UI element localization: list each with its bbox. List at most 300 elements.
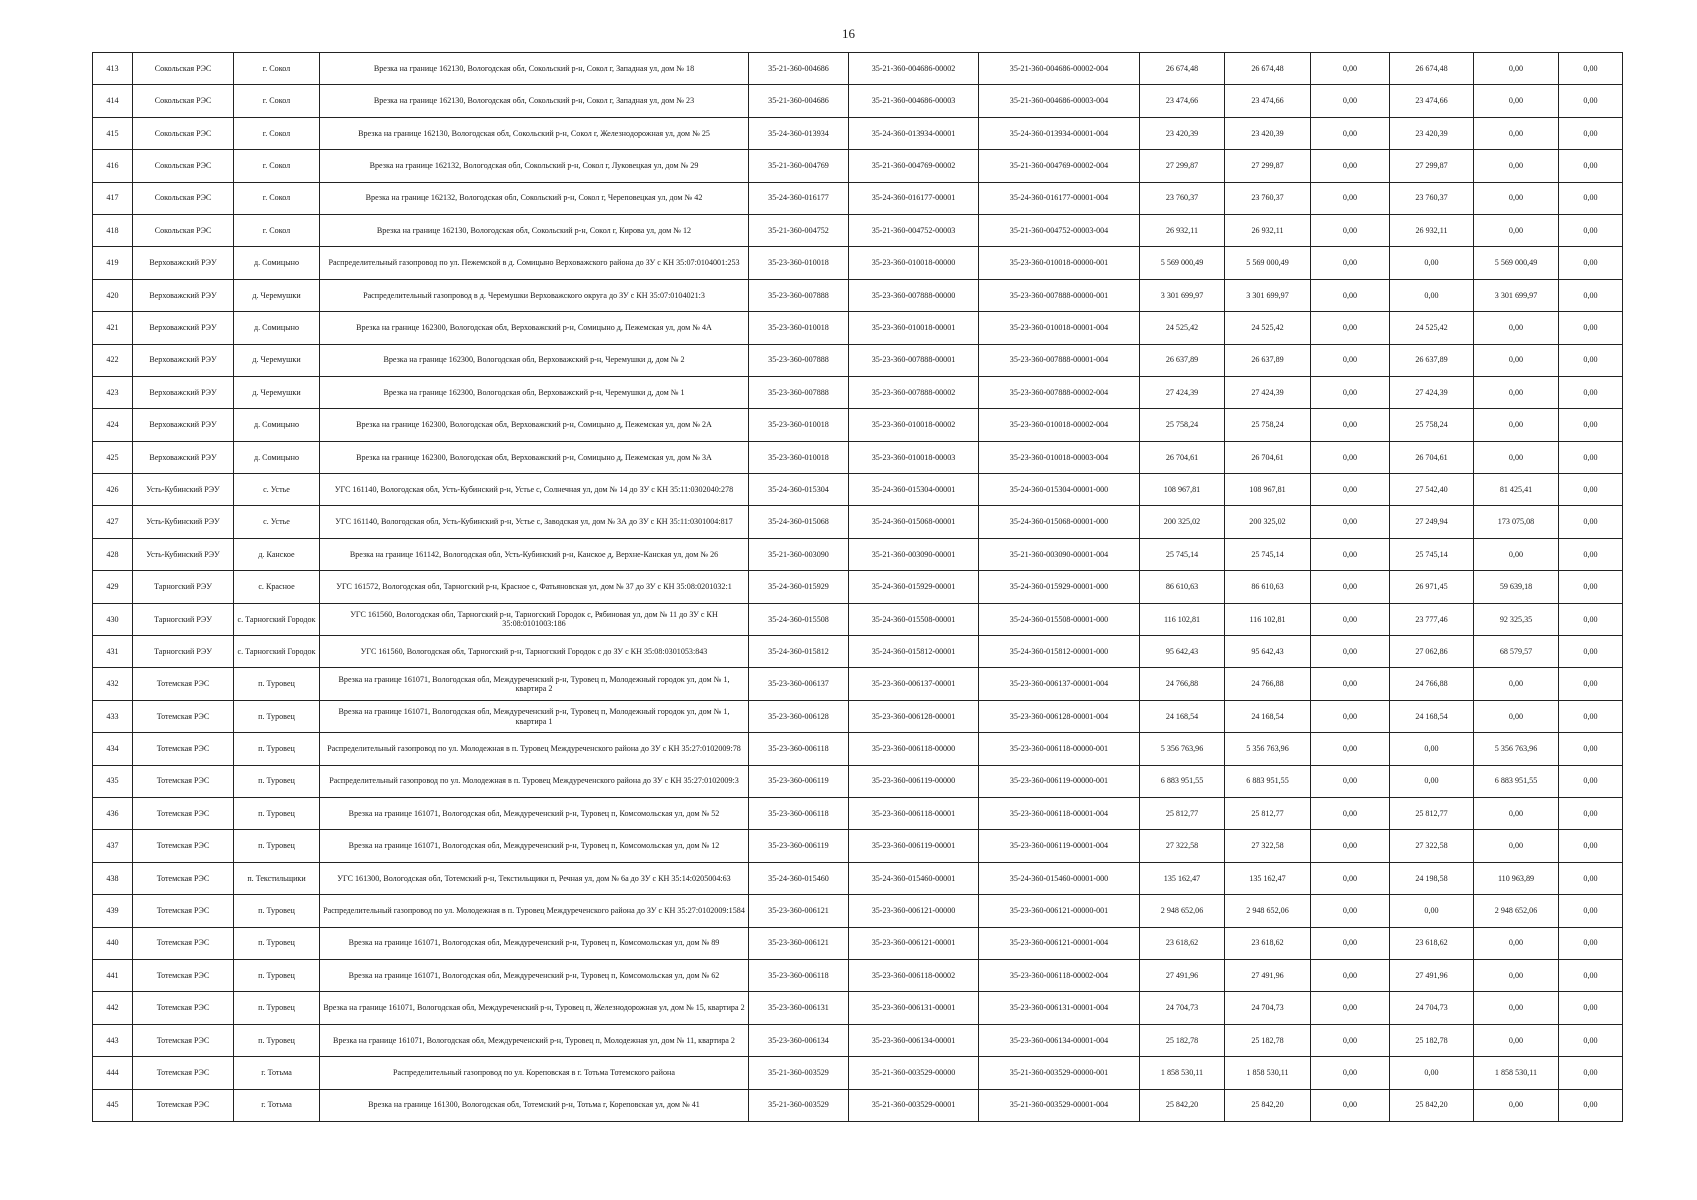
zero-cell: 0,00 xyxy=(1311,538,1390,570)
object-description-cell: УГС 161560, Вологодская обл, Тарногский р-н, Тарногский Городок с до ЗУ с КН 35:08:0301053:843 xyxy=(320,636,749,668)
other-amount-cell: 0,00 xyxy=(1559,53,1623,85)
zero-cell: 0,00 xyxy=(1311,150,1390,182)
amount-cell: 25 182,78 xyxy=(1225,1024,1311,1056)
connection-amount-cell: 25 745,14 xyxy=(1390,538,1474,570)
district-cell: Верховажский РЭУ xyxy=(133,247,234,279)
object-id-cell: 35-23-360-006121-00001 xyxy=(849,927,979,959)
object-description-cell: Врезка на границе 162132, Вологодская обл, Сокольский р-н, Сокол г, Луковецкая ул, дом № 29 xyxy=(320,150,749,182)
object-id-cell: 35-23-360-006121-00000 xyxy=(849,895,979,927)
table-row xyxy=(93,1024,1623,1056)
object-id-cell: 35-23-360-007888-00001 xyxy=(849,344,979,376)
object-id-cell: 35-21-360-004686-00002 xyxy=(849,53,979,85)
amount-cell: 26 674,48 xyxy=(1225,53,1311,85)
zero-cell: 0,00 xyxy=(1311,312,1390,344)
connection-amount-cell: 27 424,39 xyxy=(1390,376,1474,408)
settlement-cell: д. Сомицыно xyxy=(234,441,320,473)
full-id-cell: 35-21-360-004686-00002-004 xyxy=(979,53,1140,85)
connection-amount-cell: 25 842,20 xyxy=(1390,1089,1474,1121)
row-number: 430 xyxy=(93,603,133,635)
amount-cell: 23 760,37 xyxy=(1225,182,1311,214)
amount-total-cell: 116 102,81 xyxy=(1140,603,1225,635)
object-description-cell: Врезка на границе 162130, Вологодская обл, Сокольский р-н, Сокол г, Кирова ул, дом № 12 xyxy=(320,214,749,246)
network-amount-cell: 0,00 xyxy=(1474,376,1559,408)
amount-total-cell: 135 162,47 xyxy=(1140,862,1225,894)
row-number: 437 xyxy=(93,830,133,862)
code-cell: 35-21-360-004686 xyxy=(749,53,849,85)
network-amount-cell: 0,00 xyxy=(1474,830,1559,862)
other-amount-cell: 0,00 xyxy=(1559,959,1623,991)
row-number: 414 xyxy=(93,85,133,117)
connection-amount-cell: 0,00 xyxy=(1390,895,1474,927)
table-row xyxy=(93,279,1623,311)
settlement-cell: г. Сокол xyxy=(234,182,320,214)
table-row xyxy=(93,85,1623,117)
other-amount-cell: 0,00 xyxy=(1559,182,1623,214)
other-amount-cell: 0,00 xyxy=(1559,474,1623,506)
district-cell: Сокольская РЭС xyxy=(133,85,234,117)
object-description-cell: Врезка на границе 161300, Вологодская обл, Тотемский р-н, Тотьма г, Кореповская ул, дом № 41 xyxy=(320,1089,749,1121)
zero-cell: 0,00 xyxy=(1311,53,1390,85)
object-description-cell: Врезка на границе 162300, Вологодская обл, Верховажский р-н, Сомицыно д, Пежемская ул, дом № 4А xyxy=(320,312,749,344)
row-number: 419 xyxy=(93,247,133,279)
object-description-cell: Врезка на границе 162130, Вологодская обл, Сокольский р-н, Сокол г, Западная ул, дом № 23 xyxy=(320,85,749,117)
other-amount-cell: 0,00 xyxy=(1559,797,1623,829)
row-number: 443 xyxy=(93,1024,133,1056)
object-id-cell: 35-21-360-003090-00001 xyxy=(849,538,979,570)
amount-cell: 27 491,96 xyxy=(1225,959,1311,991)
district-cell: Тотемская РЭС xyxy=(133,668,234,700)
data-table xyxy=(92,52,1623,1122)
code-cell: 35-24-360-015508 xyxy=(749,603,849,635)
connection-amount-cell: 26 971,45 xyxy=(1390,571,1474,603)
settlement-cell: д. Сомицыно xyxy=(234,409,320,441)
amount-cell: 2 948 652,06 xyxy=(1225,895,1311,927)
row-number: 435 xyxy=(93,765,133,797)
district-cell: Тотемская РЭС xyxy=(133,927,234,959)
network-amount-cell: 0,00 xyxy=(1474,214,1559,246)
other-amount-cell: 0,00 xyxy=(1559,830,1623,862)
connection-amount-cell: 24 704,73 xyxy=(1390,992,1474,1024)
table-row xyxy=(93,603,1623,635)
connection-amount-cell: 25 758,24 xyxy=(1390,409,1474,441)
amount-total-cell: 23 420,39 xyxy=(1140,117,1225,149)
connection-amount-cell: 24 525,42 xyxy=(1390,312,1474,344)
row-number: 438 xyxy=(93,862,133,894)
amount-total-cell: 200 325,02 xyxy=(1140,506,1225,538)
amount-total-cell: 26 674,48 xyxy=(1140,53,1225,85)
network-amount-cell: 0,00 xyxy=(1474,927,1559,959)
amount-cell: 5 356 763,96 xyxy=(1225,733,1311,765)
district-cell: Сокольская РЭС xyxy=(133,117,234,149)
full-id-cell: 35-23-360-010018-00001-004 xyxy=(979,312,1140,344)
settlement-cell: с. Тарногский Городок xyxy=(234,603,320,635)
amount-cell: 25 745,14 xyxy=(1225,538,1311,570)
settlement-cell: д. Сомицыно xyxy=(234,312,320,344)
connection-amount-cell: 24 198,58 xyxy=(1390,862,1474,894)
connection-amount-cell: 26 704,61 xyxy=(1390,441,1474,473)
table-row xyxy=(93,959,1623,991)
object-description-cell: УГС 161572, Вологодская обл, Тарногский р-н, Красное с, Фатьяновская ул, дом № 37 до ЗУ с КН 35:08:0201032:1 xyxy=(320,571,749,603)
row-number: 434 xyxy=(93,733,133,765)
zero-cell: 0,00 xyxy=(1311,797,1390,829)
settlement-cell: д. Канское xyxy=(234,538,320,570)
code-cell: 35-21-360-004769 xyxy=(749,150,849,182)
object-id-cell: 35-21-360-004686-00003 xyxy=(849,85,979,117)
full-id-cell: 35-23-360-010018-00003-004 xyxy=(979,441,1140,473)
amount-cell: 95 642,43 xyxy=(1225,636,1311,668)
row-number: 439 xyxy=(93,895,133,927)
full-id-cell: 35-23-360-006128-00001-004 xyxy=(979,700,1140,732)
object-id-cell: 35-23-360-007888-00002 xyxy=(849,376,979,408)
settlement-cell: п. Туровец xyxy=(234,1024,320,1056)
table-row xyxy=(93,1089,1623,1121)
object-id-cell: 35-21-360-003529-00000 xyxy=(849,1057,979,1089)
amount-cell: 108 967,81 xyxy=(1225,474,1311,506)
district-cell: Тотемская РЭС xyxy=(133,733,234,765)
code-cell: 35-23-360-006119 xyxy=(749,765,849,797)
amount-cell: 1 858 530,11 xyxy=(1225,1057,1311,1089)
settlement-cell: д. Черемушки xyxy=(234,376,320,408)
code-cell: 35-23-360-006137 xyxy=(749,668,849,700)
district-cell: Тотемская РЭС xyxy=(133,700,234,732)
connection-amount-cell: 27 249,94 xyxy=(1390,506,1474,538)
zero-cell: 0,00 xyxy=(1311,830,1390,862)
code-cell: 35-24-360-015812 xyxy=(749,636,849,668)
network-amount-cell: 0,00 xyxy=(1474,959,1559,991)
table-row xyxy=(93,53,1623,85)
table-row xyxy=(93,214,1623,246)
row-number: 444 xyxy=(93,1057,133,1089)
full-id-cell: 35-23-360-006119-00001-004 xyxy=(979,830,1140,862)
connection-amount-cell: 26 674,48 xyxy=(1390,53,1474,85)
amount-cell: 23 420,39 xyxy=(1225,117,1311,149)
row-number: 431 xyxy=(93,636,133,668)
network-amount-cell: 0,00 xyxy=(1474,409,1559,441)
object-description-cell: УГС 161560, Вологодская обл, Тарногский р-н, Тарногский Городок с, Рябиновая ул, дом № 11 до ЗУ с КН 35:08:0101003:186 xyxy=(320,603,749,635)
table-row xyxy=(93,247,1623,279)
code-cell: 35-23-360-010018 xyxy=(749,247,849,279)
zero-cell: 0,00 xyxy=(1311,992,1390,1024)
table-row xyxy=(93,927,1623,959)
connection-amount-cell: 0,00 xyxy=(1390,247,1474,279)
code-cell: 35-24-360-016177 xyxy=(749,182,849,214)
code-cell: 35-23-360-010018 xyxy=(749,409,849,441)
network-amount-cell: 0,00 xyxy=(1474,1024,1559,1056)
settlement-cell: г. Сокол xyxy=(234,150,320,182)
other-amount-cell: 0,00 xyxy=(1559,927,1623,959)
object-description-cell: Врезка на границе 162300, Вологодская обл, Верховажский р-н, Черемушки д, дом № 2 xyxy=(320,344,749,376)
network-amount-cell: 92 325,35 xyxy=(1474,603,1559,635)
full-id-cell: 35-23-360-007888-00000-001 xyxy=(979,279,1140,311)
full-id-cell: 35-23-360-007888-00002-004 xyxy=(979,376,1140,408)
object-description-cell: УГС 161140, Вологодская обл, Усть-Кубинский р-н, Устье с, Солнечная ул, дом № 14 до ЗУ с КН 35:11:0302040:278 xyxy=(320,474,749,506)
code-cell: 35-23-360-006131 xyxy=(749,992,849,1024)
other-amount-cell: 0,00 xyxy=(1559,409,1623,441)
amount-total-cell: 86 610,63 xyxy=(1140,571,1225,603)
district-cell: Тарногский РЭУ xyxy=(133,571,234,603)
amount-cell: 24 525,42 xyxy=(1225,312,1311,344)
amount-cell: 6 883 951,55 xyxy=(1225,765,1311,797)
code-cell: 35-23-360-007888 xyxy=(749,376,849,408)
district-cell: Тотемская РЭС xyxy=(133,862,234,894)
settlement-cell: п. Туровец xyxy=(234,992,320,1024)
object-id-cell: 35-23-360-006118-00001 xyxy=(849,797,979,829)
table-row xyxy=(93,862,1623,894)
amount-cell: 26 932,11 xyxy=(1225,214,1311,246)
object-description-cell: Врезка на границе 161071, Вологодская обл, Междуреченский р-н, Туровец п, Молодежная ул, дом № 11, квартира 2 xyxy=(320,1024,749,1056)
table-row xyxy=(93,733,1623,765)
object-id-cell: 35-23-360-006118-00000 xyxy=(849,733,979,765)
object-id-cell: 35-23-360-006134-00001 xyxy=(849,1024,979,1056)
network-amount-cell: 59 639,18 xyxy=(1474,571,1559,603)
amount-total-cell: 25 758,24 xyxy=(1140,409,1225,441)
zero-cell: 0,00 xyxy=(1311,895,1390,927)
other-amount-cell: 0,00 xyxy=(1559,150,1623,182)
full-id-cell: 35-23-360-006121-00000-001 xyxy=(979,895,1140,927)
amount-cell: 25 812,77 xyxy=(1225,797,1311,829)
amount-cell: 5 569 000,49 xyxy=(1225,247,1311,279)
district-cell: Верховажский РЭУ xyxy=(133,344,234,376)
amount-total-cell: 25 842,20 xyxy=(1140,1089,1225,1121)
row-number: 416 xyxy=(93,150,133,182)
network-amount-cell: 0,00 xyxy=(1474,538,1559,570)
connection-amount-cell: 27 322,58 xyxy=(1390,830,1474,862)
district-cell: Тотемская РЭС xyxy=(133,1089,234,1121)
other-amount-cell: 0,00 xyxy=(1559,668,1623,700)
zero-cell: 0,00 xyxy=(1311,247,1390,279)
row-number: 428 xyxy=(93,538,133,570)
network-amount-cell: 0,00 xyxy=(1474,700,1559,732)
other-amount-cell: 0,00 xyxy=(1559,376,1623,408)
other-amount-cell: 0,00 xyxy=(1559,700,1623,732)
table-row xyxy=(93,830,1623,862)
zero-cell: 0,00 xyxy=(1311,668,1390,700)
code-cell: 35-23-360-006121 xyxy=(749,895,849,927)
other-amount-cell: 0,00 xyxy=(1559,247,1623,279)
network-amount-cell: 0,00 xyxy=(1474,117,1559,149)
other-amount-cell: 0,00 xyxy=(1559,214,1623,246)
object-description-cell: УГС 161300, Вологодская обл, Тотемский р-н, Текстильщики п, Речная ул, дом № 6а до ЗУ с КН 35:14:0205004:63 xyxy=(320,862,749,894)
table-row xyxy=(93,538,1623,570)
settlement-cell: п. Туровец xyxy=(234,700,320,732)
full-id-cell: 35-23-360-006118-00002-004 xyxy=(979,959,1140,991)
full-id-cell: 35-23-360-010018-00000-001 xyxy=(979,247,1140,279)
row-number: 426 xyxy=(93,474,133,506)
amount-cell: 24 704,73 xyxy=(1225,992,1311,1024)
code-cell: 35-23-360-007888 xyxy=(749,344,849,376)
row-number: 421 xyxy=(93,312,133,344)
network-amount-cell: 0,00 xyxy=(1474,85,1559,117)
network-amount-cell: 0,00 xyxy=(1474,150,1559,182)
full-id-cell: 35-23-360-006119-00000-001 xyxy=(979,765,1140,797)
zero-cell: 0,00 xyxy=(1311,1057,1390,1089)
connection-amount-cell: 27 062,86 xyxy=(1390,636,1474,668)
other-amount-cell: 0,00 xyxy=(1559,895,1623,927)
object-id-cell: 35-23-360-006119-00000 xyxy=(849,765,979,797)
zero-cell: 0,00 xyxy=(1311,441,1390,473)
connection-amount-cell: 0,00 xyxy=(1390,765,1474,797)
row-number: 441 xyxy=(93,959,133,991)
table-row xyxy=(93,312,1623,344)
district-cell: Тотемская РЭС xyxy=(133,959,234,991)
district-cell: Тарногский РЭУ xyxy=(133,603,234,635)
code-cell: 35-23-360-006121 xyxy=(749,927,849,959)
code-cell: 35-23-360-006128 xyxy=(749,700,849,732)
settlement-cell: с. Тарногский Городок xyxy=(234,636,320,668)
settlement-cell: д. Черемушки xyxy=(234,344,320,376)
district-cell: Тотемская РЭС xyxy=(133,895,234,927)
settlement-cell: д. Черемушки xyxy=(234,279,320,311)
settlement-cell: д. Сомицыно xyxy=(234,247,320,279)
code-cell: 35-23-360-006118 xyxy=(749,959,849,991)
zero-cell: 0,00 xyxy=(1311,733,1390,765)
other-amount-cell: 0,00 xyxy=(1559,1024,1623,1056)
settlement-cell: г. Сокол xyxy=(234,53,320,85)
full-id-cell: 35-24-360-015508-00001-000 xyxy=(979,603,1140,635)
network-amount-cell: 2 948 652,06 xyxy=(1474,895,1559,927)
row-number: 432 xyxy=(93,668,133,700)
code-cell: 35-21-360-004752 xyxy=(749,214,849,246)
amount-total-cell: 24 766,88 xyxy=(1140,668,1225,700)
code-cell: 35-24-360-013934 xyxy=(749,117,849,149)
connection-amount-cell: 23 777,46 xyxy=(1390,603,1474,635)
other-amount-cell: 0,00 xyxy=(1559,279,1623,311)
object-description-cell: Врезка на границе 161071, Вологодская обл, Междуреченский р-н, Туровец п, Молодежный городок ул, дом № 1, квартира 2 xyxy=(320,668,749,700)
full-id-cell: 35-23-360-006121-00001-004 xyxy=(979,927,1140,959)
object-id-cell: 35-24-360-015304-00001 xyxy=(849,474,979,506)
object-description-cell: Врезка на границе 162300, Вологодская обл, Верховажский р-н, Сомицыно д, Пежемская ул, дом № 3А xyxy=(320,441,749,473)
network-amount-cell: 0,00 xyxy=(1474,668,1559,700)
code-cell: 35-23-360-006134 xyxy=(749,1024,849,1056)
amount-cell: 27 424,39 xyxy=(1225,376,1311,408)
table-row xyxy=(93,150,1623,182)
district-cell: Сокольская РЭС xyxy=(133,53,234,85)
settlement-cell: п. Туровец xyxy=(234,959,320,991)
object-id-cell: 35-24-360-015068-00001 xyxy=(849,506,979,538)
row-number: 445 xyxy=(93,1089,133,1121)
row-number: 425 xyxy=(93,441,133,473)
full-id-cell: 35-21-360-003529-00001-004 xyxy=(979,1089,1140,1121)
amount-total-cell: 5 569 000,49 xyxy=(1140,247,1225,279)
settlement-cell: г. Сокол xyxy=(234,117,320,149)
table-row xyxy=(93,636,1623,668)
object-description-cell: Врезка на границе 161071, Вологодская обл, Междуреченский р-н, Туровец п, Железнодорожная ул, дом № 15, квартира 2 xyxy=(320,992,749,1024)
object-id-cell: 35-23-360-007888-00000 xyxy=(849,279,979,311)
district-cell: Тарногский РЭУ xyxy=(133,636,234,668)
full-id-cell: 35-23-360-006118-00000-001 xyxy=(979,733,1140,765)
settlement-cell: п. Туровец xyxy=(234,733,320,765)
other-amount-cell: 0,00 xyxy=(1559,603,1623,635)
amount-cell: 24 168,54 xyxy=(1225,700,1311,732)
other-amount-cell: 0,00 xyxy=(1559,344,1623,376)
amount-total-cell: 25 182,78 xyxy=(1140,1024,1225,1056)
zero-cell: 0,00 xyxy=(1311,927,1390,959)
zero-cell: 0,00 xyxy=(1311,117,1390,149)
object-description-cell: Распределительный газопровод по ул. Молодежная в п. Туровец Междуреченского района до ЗУ с КН 35:27:0102009:1584 xyxy=(320,895,749,927)
table-row xyxy=(93,1057,1623,1089)
full-id-cell: 35-21-360-004686-00003-004 xyxy=(979,85,1140,117)
network-amount-cell: 0,00 xyxy=(1474,992,1559,1024)
other-amount-cell: 0,00 xyxy=(1559,506,1623,538)
network-amount-cell: 0,00 xyxy=(1474,312,1559,344)
full-id-cell: 35-24-360-015304-00001-000 xyxy=(979,474,1140,506)
other-amount-cell: 0,00 xyxy=(1559,636,1623,668)
connection-amount-cell: 27 542,40 xyxy=(1390,474,1474,506)
table-row xyxy=(93,182,1623,214)
object-id-cell: 35-23-360-006137-00001 xyxy=(849,668,979,700)
amount-total-cell: 2 948 652,06 xyxy=(1140,895,1225,927)
full-id-cell: 35-24-360-013934-00001-004 xyxy=(979,117,1140,149)
table-row xyxy=(93,992,1623,1024)
full-id-cell: 35-23-360-006134-00001-004 xyxy=(979,1024,1140,1056)
connection-amount-cell: 0,00 xyxy=(1390,1057,1474,1089)
connection-amount-cell: 24 766,88 xyxy=(1390,668,1474,700)
amount-total-cell: 108 967,81 xyxy=(1140,474,1225,506)
code-cell: 35-21-360-003529 xyxy=(749,1089,849,1121)
object-description-cell: Распределительный газопровод по ул. Молодежная в п. Туровец Междуреченского района до ЗУ с КН 35:27:0102009:3 xyxy=(320,765,749,797)
settlement-cell: с. Устье xyxy=(234,474,320,506)
full-id-cell: 35-21-360-003529-00000-001 xyxy=(979,1057,1140,1089)
row-number: 417 xyxy=(93,182,133,214)
code-cell: 35-23-360-010018 xyxy=(749,312,849,344)
code-cell: 35-23-360-006118 xyxy=(749,797,849,829)
amount-cell: 26 637,89 xyxy=(1225,344,1311,376)
district-cell: Усть-Кубинский РЭУ xyxy=(133,538,234,570)
table-row xyxy=(93,895,1623,927)
zero-cell: 0,00 xyxy=(1311,376,1390,408)
object-id-cell: 35-24-360-015460-00001 xyxy=(849,862,979,894)
object-description-cell: Распределительный газопровод по ул. Пежемской в д. Сомицыно Верховажского района до ЗУ с КН 35:07:0104001:253 xyxy=(320,247,749,279)
district-cell: Сокольская РЭС xyxy=(133,214,234,246)
settlement-cell: п. Туровец xyxy=(234,797,320,829)
amount-total-cell: 3 301 699,97 xyxy=(1140,279,1225,311)
full-id-cell: 35-23-360-006131-00001-004 xyxy=(979,992,1140,1024)
connection-amount-cell: 25 812,77 xyxy=(1390,797,1474,829)
network-amount-cell: 0,00 xyxy=(1474,182,1559,214)
object-id-cell: 35-23-360-006131-00001 xyxy=(849,992,979,1024)
amount-cell: 25 842,20 xyxy=(1225,1089,1311,1121)
settlement-cell: с. Устье xyxy=(234,506,320,538)
network-amount-cell: 1 858 530,11 xyxy=(1474,1057,1559,1089)
object-description-cell: Врезка на границе 161071, Вологодская обл, Междуреченский р-н, Туровец п, Комсомольская ул, дом № 12 xyxy=(320,830,749,862)
table-row xyxy=(93,571,1623,603)
network-amount-cell: 0,00 xyxy=(1474,344,1559,376)
amount-cell: 135 162,47 xyxy=(1225,862,1311,894)
amount-total-cell: 23 618,62 xyxy=(1140,927,1225,959)
full-id-cell: 35-23-360-010018-00002-004 xyxy=(979,409,1140,441)
object-id-cell: 35-21-360-004769-00002 xyxy=(849,150,979,182)
amount-total-cell: 26 637,89 xyxy=(1140,344,1225,376)
table-row xyxy=(93,506,1623,538)
object-id-cell: 35-23-360-006119-00001 xyxy=(849,830,979,862)
object-id-cell: 35-24-360-015929-00001 xyxy=(849,571,979,603)
amount-cell: 23 474,66 xyxy=(1225,85,1311,117)
object-id-cell: 35-21-360-003529-00001 xyxy=(849,1089,979,1121)
full-id-cell: 35-23-360-007888-00001-004 xyxy=(979,344,1140,376)
zero-cell: 0,00 xyxy=(1311,862,1390,894)
full-id-cell: 35-23-360-006118-00001-004 xyxy=(979,797,1140,829)
amount-total-cell: 24 704,73 xyxy=(1140,992,1225,1024)
object-id-cell: 35-24-360-015508-00001 xyxy=(849,603,979,635)
zero-cell: 0,00 xyxy=(1311,700,1390,732)
other-amount-cell: 0,00 xyxy=(1559,312,1623,344)
object-description-cell: Врезка на границе 162300, Вологодская обл, Верховажский р-н, Сомицыно д, Пежемская ул, дом № 2А xyxy=(320,409,749,441)
amount-total-cell: 23 474,66 xyxy=(1140,85,1225,117)
settlement-cell: п. Туровец xyxy=(234,830,320,862)
table-row xyxy=(93,409,1623,441)
zero-cell: 0,00 xyxy=(1311,279,1390,311)
row-number: 427 xyxy=(93,506,133,538)
